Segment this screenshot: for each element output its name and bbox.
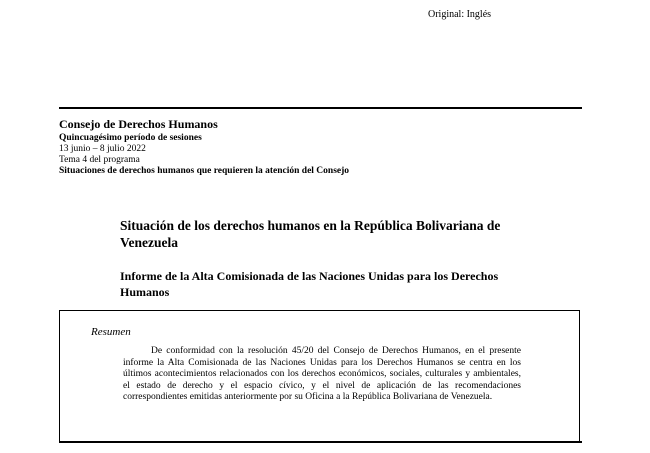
council-name: Consejo de Derechos Humanos: [59, 117, 218, 131]
document-title: Situación de los derechos humanos en la República Bolivariana de Venezuela: [120, 218, 501, 250]
summary-text: De conformidad con la resolución 45/20 del Consejo de Derechos Humanos, en el presente informe la Alta Comisionada de las Naciones Unidas para los Derechos Humanos se centra en los últimos acontecimientos relacionados con los derechos económicos, sociales, culturales y ambientales, el estado de derecho y el espacio cívico, y el nivel de aplicación de las recomendaciones correspondientes emitidas anteriormente por su Oficina a la República Bolivariana de Venezuela.: [123, 346, 521, 402]
summary-bottom-rule: [59, 441, 582, 443]
agenda-item: Tema 4 del programa: [59, 155, 140, 165]
document-subtitle: Informe de la Alta Comisionada de las Naciones Unidas para los Derechos Humanos: [120, 269, 499, 299]
session-dates: 13 junio – 8 julio 2022: [59, 144, 146, 154]
summary-heading: Resumen: [91, 326, 131, 338]
original-language-note: Original: Inglés: [428, 9, 492, 20]
agenda-item-title: Situaciones de derechos humanos que requieren la atención del Consejo: [59, 166, 350, 176]
header-divider: [59, 107, 582, 109]
session-name: Quincuagésimo período de sesiones: [59, 133, 202, 143]
